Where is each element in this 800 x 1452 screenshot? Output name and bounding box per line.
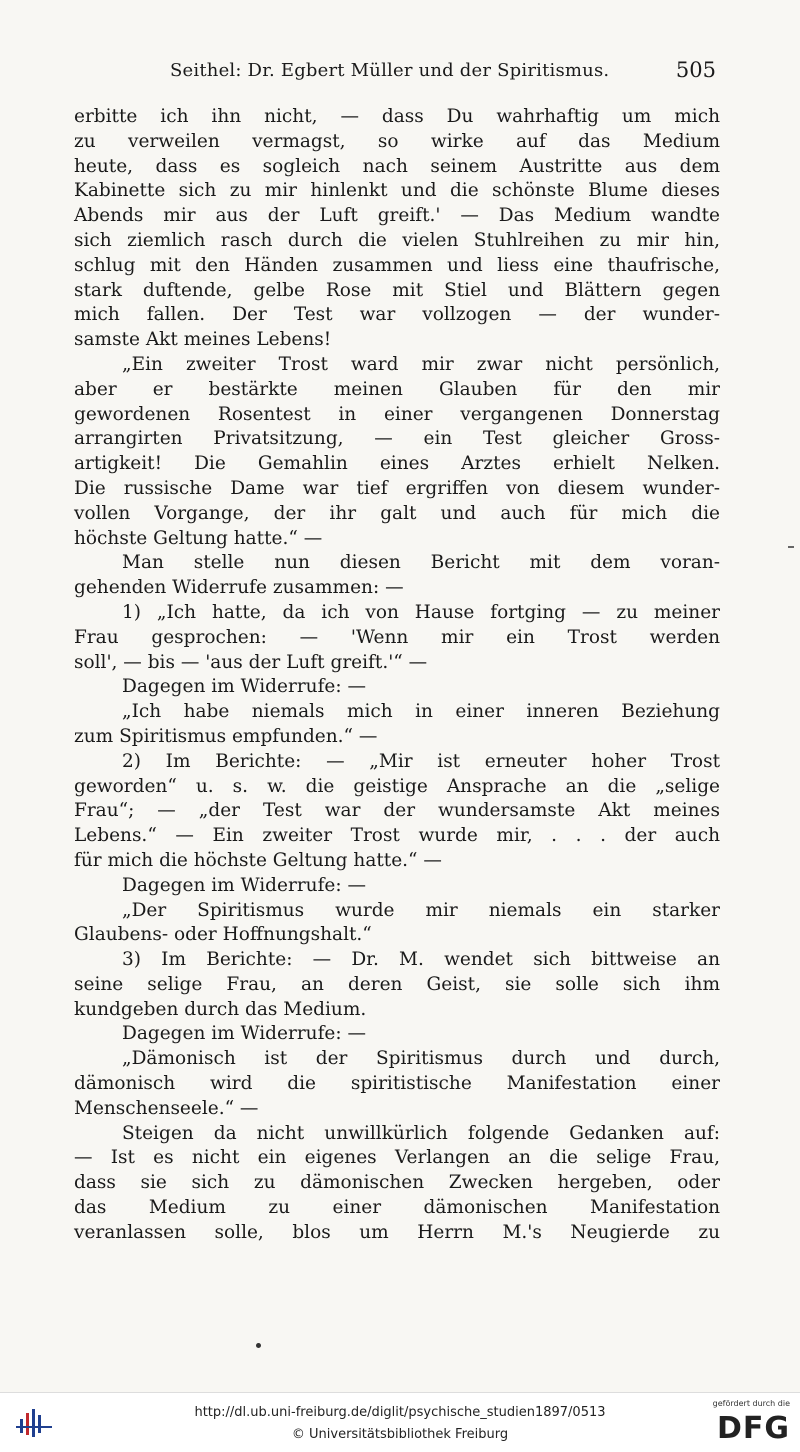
copyright-notice: © Universitätsbibliothek Freiburg [291, 1427, 509, 1442]
text-line: Dagegen im Widerrufe: — [122, 676, 366, 698]
text-line: veranlassen solle, blos um Herrn M.'s Neugierde zu [74, 1221, 720, 1243]
text-line: kundgeben durch das Medium. [74, 998, 367, 1020]
dfg-logo[interactable] [704, 1399, 790, 1449]
text-line: Frau gesprochen: — 'Wenn mir ein Trost werden [74, 626, 720, 648]
text-line: schlug mit den Händen zusammen und liess eine thaufrische, [74, 254, 720, 276]
text-line: Man stelle nun diesen Bericht mit dem voran- [122, 552, 720, 574]
running-title: Seithel: Dr. Egbert Müller und der Spiritismus. [170, 60, 610, 81]
text-line: Die russische Dame war tief ergriffen von diesem wunder- [74, 477, 720, 499]
text-line: sich ziemlich rasch durch die vielen Stuhlreihen zu mir hin, [74, 229, 720, 251]
text-line: arrangirten Privatsitzung, — ein Test gleicher Gross- [74, 428, 720, 450]
text-line: dämonisch wird die spiritistische Manifestation einer [74, 1073, 720, 1095]
body-text [74, 105, 720, 1246]
text-line: Frau“; — „der Test war der wundersamste Akt meines [74, 800, 720, 822]
text-line: Abends mir aus der Luft greift.' — Das Medium wandte [74, 205, 720, 227]
text-line: seine selige Frau, an deren Geist, sie solle sich ihm [74, 973, 720, 995]
text-line: mich fallen. Der Test war vollzogen — der wunder- [74, 304, 720, 326]
text-line: vollen Vorgange, der ihr galt und auch für mich die [74, 502, 720, 524]
text-line: Lebens.“ — Ein zweiter Trost wurde mir, . . . der auch [74, 825, 720, 847]
text-line: soll', — bis — 'aus der Luft greift.'“ — [74, 651, 428, 673]
text-line: zu verweilen vermagst, so wirke auf das Medium [74, 130, 720, 152]
text-line: „Ich habe niemals mich in einer inneren Beziehung [122, 701, 720, 723]
text-line: Dagegen im Widerrufe: — [122, 874, 366, 896]
source-url-link[interactable]: http://dl.ub.uni-freiburg.de/diglit/psychische_studien1897/0513 [194, 1405, 606, 1420]
viewer-footer [0, 1392, 800, 1452]
text-line: samste Akt meines Lebens! [74, 329, 332, 351]
text-line: gewordenen Rosentest in einer vergangenen Donnerstag [74, 403, 720, 425]
text-line: artigkeit! Die Gemahlin eines Arztes erhielt Nelken. [74, 453, 720, 475]
text-line: „Dämonisch ist der Spiritismus durch und durch, [122, 1048, 720, 1070]
text-line: geworden“ u. s. w. die geistige Ansprache an die „selige [74, 775, 720, 797]
text-line: Dagegen im Widerrufe: — [122, 1023, 366, 1045]
text-line: Menschenseele.“ — [74, 1097, 259, 1119]
text-line: „Ein zweiter Trost ward mir zwar nicht persönlich, [122, 353, 720, 375]
dfg-tagline: gefördert durch die [712, 1399, 790, 1408]
text-line: 1) „Ich hatte, da ich von Hause fortging — zu meiner [122, 601, 720, 623]
text-line: „Der Spiritismus wurde mir niemals ein starker [122, 899, 720, 921]
page-number: 505 [675, 58, 716, 82]
text-line: Steigen da nicht unwillkürlich folgende Gedanken auf: [122, 1122, 720, 1144]
text-line: 2) Im Berichte: — „Mir ist erneuter hoher Trost [122, 750, 720, 772]
text-line: gehenden Widerrufe zusammen: — [74, 577, 404, 599]
ink-spot [256, 1343, 261, 1348]
text-line: heute, dass es sogleich nach seinem Austritte aus dem [74, 155, 720, 177]
dfg-wordmark: DFG [716, 1411, 790, 1446]
running-head [0, 58, 800, 86]
text-line: dass sie sich zu dämonischen Zwecken hergeben, oder [74, 1172, 720, 1194]
margin-mark [788, 546, 794, 548]
text-line: das Medium zu einer dämonischen Manifestation [74, 1197, 720, 1219]
text-line: höchste Geltung hatte.“ — [74, 527, 323, 549]
text-line: stark duftende, gelbe Rose mit Stiel und Blättern gegen [74, 279, 720, 301]
text-line: — Ist es nicht ein eigenes Verlangen an die selige Frau, [74, 1147, 720, 1169]
text-line: aber er bestärkte meinen Glauben für den mir [74, 378, 720, 400]
text-line: Glaubens- oder Hoffnungshalt.“ [74, 924, 372, 946]
text-line: zum Spiritismus empfunden.“ — [74, 725, 378, 747]
text-line: erbitte ich ihn nicht, — dass Du wahrhaftig um mich [74, 106, 720, 127]
text-line: Kabinette sich zu mir hinlenkt und die schönste Blume dieses [74, 180, 720, 202]
text-line: für mich die höchste Geltung hatte.“ — [74, 849, 442, 871]
text-line: 3) Im Berichte: — Dr. M. wendet sich bittweise an [122, 949, 720, 971]
